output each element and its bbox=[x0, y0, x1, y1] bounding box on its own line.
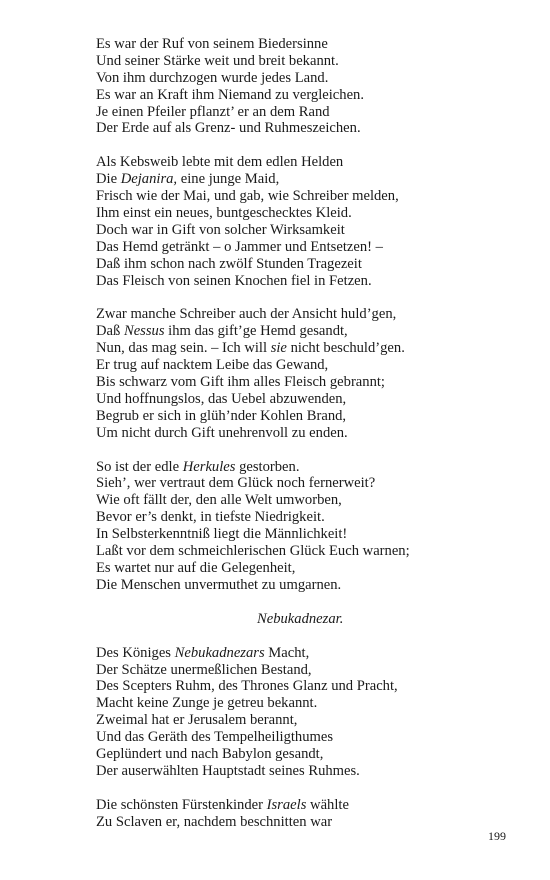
verse-line bbox=[96, 509, 526, 526]
verse-text: Als Kebsweib lebte mit dem edlen Helden bbox=[96, 154, 344, 171]
verse-text: Die bbox=[96, 171, 121, 188]
poem-part-nebukadnezar bbox=[96, 645, 526, 831]
verse-text: Bis schwarz vom Gift ihm alles Fleisch gebrannt; bbox=[96, 374, 385, 391]
verse-text: Daß bbox=[96, 323, 124, 340]
verse-text: Geplündert und nach Babylon gesandt, bbox=[96, 745, 324, 762]
stanza bbox=[96, 645, 526, 780]
verse-text: Bevor er’s denkt, in tiefste Niedrigkeit. bbox=[96, 509, 325, 526]
verse-line bbox=[96, 678, 526, 695]
verse-line bbox=[96, 171, 526, 188]
verse-text: Die Menschen unvermuthet zu umgarnen. bbox=[96, 576, 342, 593]
verse-line bbox=[96, 475, 526, 492]
verse-text: eine junge Maid, bbox=[177, 171, 280, 188]
verse-line bbox=[96, 526, 526, 543]
verse-text: So ist der edle bbox=[96, 458, 183, 475]
verse-text: Macht keine Zunge je getreu bekannt. bbox=[96, 695, 318, 712]
verse-line bbox=[96, 205, 526, 222]
verse-text: Zu Sclaven er, nachdem beschnitten war bbox=[96, 813, 333, 830]
verse-line bbox=[96, 87, 526, 104]
verse-line bbox=[96, 256, 526, 273]
verse-line bbox=[96, 120, 526, 137]
verse-text: Zwar manche Schreiber auch der Ansicht huld’gen, bbox=[96, 306, 397, 323]
verse-line bbox=[96, 357, 526, 374]
section-heading: Nebukadnezar. bbox=[257, 610, 344, 627]
italic-name: Dejanira, bbox=[120, 171, 178, 188]
verse-line bbox=[96, 340, 526, 357]
verse-text: Daß ihm schon nach zwölf Stunden Tragezeit bbox=[96, 255, 362, 272]
verse-line bbox=[96, 306, 526, 323]
verse-text: Laßt vor dem schmeichlerischen Glück Euch warnen; bbox=[96, 543, 410, 560]
verse-text: In Selbsterkenntniß liegt die Männlichkeit! bbox=[96, 526, 348, 543]
verse-text: Und das Geräth des Tempelheiligthumes bbox=[96, 729, 334, 746]
verse-text: wählte bbox=[306, 796, 349, 813]
verse-text: Der Erde auf als Grenz- und Ruhmeszeichen. bbox=[96, 120, 361, 137]
verse-text: ihm das gift’ge Hemd gesandt, bbox=[164, 323, 348, 340]
stanza bbox=[96, 154, 526, 289]
verse-line bbox=[96, 712, 526, 729]
verse-line bbox=[96, 695, 526, 712]
verse-line bbox=[96, 560, 526, 577]
verse-text: Der auserwählten Hauptstadt seines Ruhmes. bbox=[96, 762, 360, 779]
verse-line bbox=[96, 408, 526, 425]
verse-text: Und seiner Stärke weit und breit bekannt. bbox=[96, 52, 339, 69]
verse-line bbox=[96, 577, 526, 594]
verse-line bbox=[96, 188, 526, 205]
verse-line bbox=[96, 662, 526, 679]
verse-text: Des Königes bbox=[96, 644, 175, 661]
verse-text: Und hoffnungslos, das Uebel abzuwenden, bbox=[96, 390, 347, 407]
stanza bbox=[96, 797, 526, 831]
stanza bbox=[96, 459, 526, 594]
verse-line bbox=[96, 797, 526, 814]
verse-text: nicht beschuld’gen. bbox=[286, 340, 405, 357]
verse-text: Es wartet nur auf die Gelegenheit, bbox=[96, 559, 296, 576]
verse-text: Das Fleisch von seinen Knochen fiel in Fetzen. bbox=[96, 272, 372, 289]
italic-name: Nebukadnezars bbox=[174, 644, 265, 661]
verse-line bbox=[96, 53, 526, 70]
verse-line bbox=[96, 273, 526, 290]
poem-body bbox=[96, 36, 526, 848]
verse-line bbox=[96, 763, 526, 780]
verse-line bbox=[96, 729, 526, 746]
stanza bbox=[96, 306, 526, 441]
italic-name: Nessus bbox=[123, 323, 165, 340]
verse-text: Frisch wie der Mai, und gab, wie Schreiber melden, bbox=[96, 188, 399, 205]
italic-name: Herkules bbox=[182, 458, 236, 475]
verse-line bbox=[96, 492, 526, 509]
verse-text: Doch war in Gift von solcher Wirksamkeit bbox=[96, 221, 345, 238]
verse-line bbox=[96, 425, 526, 442]
verse-line bbox=[96, 70, 526, 87]
verse-text: Ihm einst ein neues, buntgeschecktes Kleid. bbox=[96, 205, 352, 222]
verse-line bbox=[96, 459, 526, 476]
italic-name: sie bbox=[270, 340, 287, 357]
verse-text: Nun, das mag sein. – Ich will bbox=[96, 340, 271, 357]
verse-text: Sieh’, wer vertraut dem Glück noch fernerweit? bbox=[96, 475, 376, 492]
stanza bbox=[96, 36, 526, 137]
verse-text: Von ihm durchzogen wurde jedes Land. bbox=[96, 69, 329, 86]
verse-text: Um nicht durch Gift unehrenvoll zu enden. bbox=[96, 424, 348, 441]
verse-text: Macht, bbox=[264, 644, 310, 661]
verse-line bbox=[96, 814, 526, 831]
verse-text: Zweimal hat er Jerusalem berannt, bbox=[96, 712, 298, 729]
verse-line bbox=[96, 374, 526, 391]
verse-text: Begrub er sich in glüh’nder Kohlen Brand, bbox=[96, 407, 347, 424]
verse-line bbox=[96, 746, 526, 763]
verse-text: gestorben. bbox=[235, 458, 300, 475]
verse-line bbox=[96, 222, 526, 239]
verse-text: Es war an Kraft ihm Niemand zu vergleichen. bbox=[96, 86, 364, 103]
verse-text: Er trug auf nacktem Leibe das Gewand, bbox=[96, 357, 329, 374]
verse-line bbox=[96, 36, 526, 53]
verse-line bbox=[96, 104, 526, 121]
verse-text: Je einen Pfeiler pflanzt’ er an dem Rand bbox=[96, 103, 330, 120]
verse-line bbox=[96, 323, 526, 340]
verse-line bbox=[96, 645, 526, 662]
verse-line bbox=[96, 391, 526, 408]
verse-text: Des Scepters Ruhm, des Thrones Glanz und Pracht, bbox=[96, 678, 398, 695]
verse-line bbox=[96, 543, 526, 560]
verse-text: Der Schätze unermeßlichen Bestand, bbox=[96, 661, 312, 678]
verse-text: Das Hemd getränkt – o Jammer und Entsetzen! – bbox=[96, 238, 383, 255]
verse-line bbox=[96, 154, 526, 171]
poem-part-herkules bbox=[96, 36, 526, 594]
verse-line bbox=[96, 239, 526, 256]
verse-text: Es war der Ruf von seinem Biedersinne bbox=[96, 36, 328, 52]
verse-text: Die schönsten Fürstenkinder bbox=[96, 796, 267, 813]
italic-name: Israels bbox=[266, 796, 307, 813]
verse-text: Wie oft fällt der, den alle Welt umworben, bbox=[96, 492, 342, 509]
page-number: 199 bbox=[488, 829, 506, 843]
